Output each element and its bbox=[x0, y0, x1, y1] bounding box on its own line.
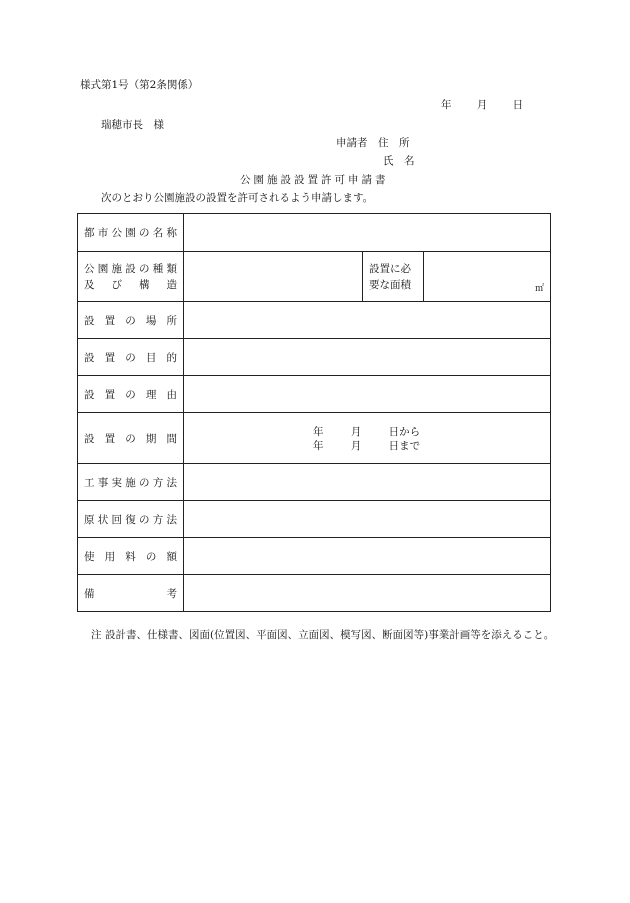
remarks-label: 備考 bbox=[84, 587, 177, 600]
park-name-label: 都市公園の名称 bbox=[84, 227, 177, 239]
period-text-box bbox=[184, 413, 550, 463]
restore-row bbox=[78, 501, 551, 538]
facility-row bbox=[78, 252, 551, 302]
date-line: 年 月 日 bbox=[441, 99, 524, 111]
purpose-field[interactable] bbox=[184, 339, 551, 376]
area-field[interactable] bbox=[424, 252, 551, 302]
restore-label-cell bbox=[78, 501, 184, 538]
reason-label: 設置の理由 bbox=[84, 388, 177, 401]
purpose-label-cell bbox=[78, 339, 184, 376]
method-label: 工事実施の方法 bbox=[84, 476, 177, 489]
method-field[interactable] bbox=[184, 464, 551, 501]
park-name-label-cell bbox=[78, 214, 184, 252]
note-text: 設計書、仕様書、図面(位置図、平面図、立面図、模写図、断面図等)事業計画等を添えること。 bbox=[105, 629, 555, 641]
park-name-row bbox=[78, 214, 551, 252]
applicant-address-label: 申請者 住 所 bbox=[336, 137, 410, 149]
period-label: 設置の期間 bbox=[84, 432, 177, 445]
period-field[interactable] bbox=[184, 413, 551, 464]
facility-label-cell bbox=[78, 252, 184, 302]
period-row bbox=[78, 413, 551, 464]
reason-label-cell bbox=[78, 376, 184, 413]
restore-field[interactable] bbox=[184, 501, 551, 538]
reason-row bbox=[78, 376, 551, 413]
location-field[interactable] bbox=[184, 302, 551, 339]
area-label-line1: 設置に必 bbox=[369, 262, 411, 275]
facility-label-line2: 及び構造 bbox=[84, 278, 177, 291]
area-label-cell bbox=[363, 252, 424, 302]
document-title: 公園施設設置許可申請書 bbox=[240, 174, 389, 186]
method-label-cell bbox=[78, 464, 184, 501]
reason-field[interactable] bbox=[184, 376, 551, 413]
remarks-label-cell bbox=[78, 575, 184, 612]
area-unit: ㎡ bbox=[535, 284, 545, 294]
purpose-row bbox=[78, 339, 551, 376]
location-label: 設置の場所 bbox=[84, 314, 177, 327]
park-name-field[interactable] bbox=[184, 214, 551, 252]
period-from-text: 年 月 日から bbox=[313, 426, 421, 438]
addressee: 瑞穂市長 様 bbox=[101, 119, 164, 131]
application-form-table bbox=[77, 213, 551, 612]
purpose-label: 設置の目的 bbox=[84, 351, 177, 364]
period-label-cell bbox=[78, 413, 184, 464]
fee-label-cell bbox=[78, 538, 184, 575]
fee-row bbox=[78, 538, 551, 575]
area-label-line2: 要な面積 bbox=[369, 278, 411, 291]
remarks-field[interactable] bbox=[184, 575, 551, 612]
remarks-row bbox=[78, 575, 551, 612]
location-label-cell bbox=[78, 302, 184, 339]
location-row bbox=[78, 302, 551, 339]
applicant-name-label: 氏 名 bbox=[383, 155, 415, 167]
note-mark: 注 bbox=[91, 629, 102, 641]
period-to-text: 年 月 日まで bbox=[313, 440, 421, 452]
intro-text: 次のとおり公園施設の設置を許可されるよう申請します。 bbox=[101, 192, 374, 204]
fee-label: 使用料の額 bbox=[84, 550, 177, 563]
restore-label: 原状回復の方法 bbox=[84, 513, 177, 526]
facility-field[interactable] bbox=[184, 252, 363, 302]
fee-field[interactable] bbox=[184, 538, 551, 575]
facility-label-line1: 公園施設の種類 bbox=[84, 262, 177, 275]
form-number: 様式第1号（第2条関係） bbox=[80, 79, 199, 91]
method-row bbox=[78, 464, 551, 501]
